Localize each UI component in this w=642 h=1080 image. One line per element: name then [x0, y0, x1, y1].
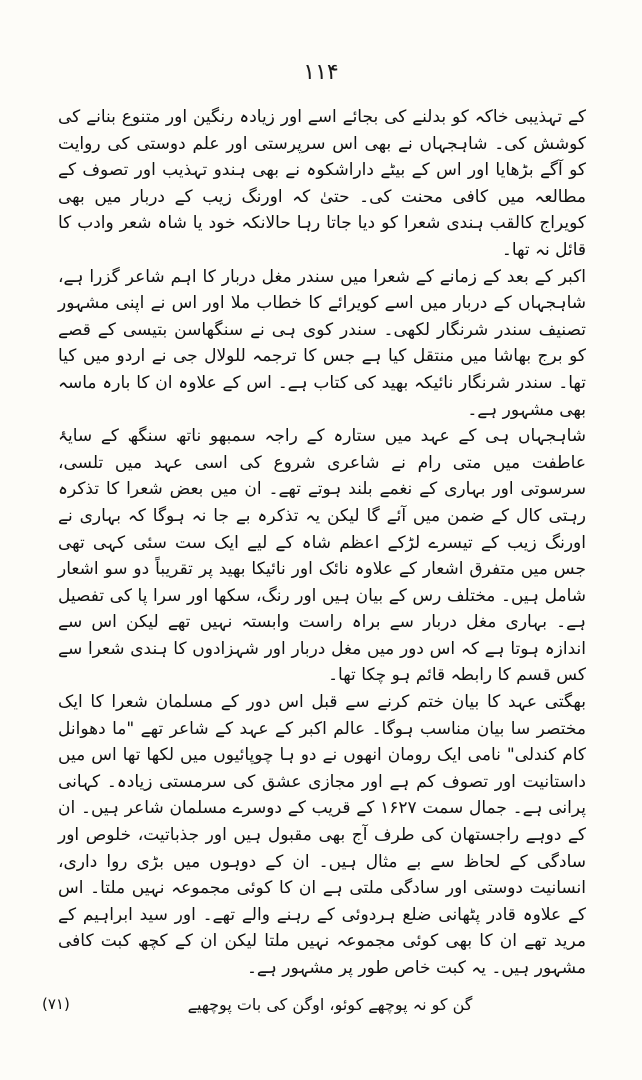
footnote-number: (۷۱) — [42, 995, 70, 1013]
paragraph: اکبر کے بعد کے زمانے کے شعرا میں سندر مغل دربار کا اہم شاعر گزرا ہے، شاہجہاں کے دربار میں اسے کویرائے کا خطاب ملا اور اس نے اپنی مشہور تصنیف سندر شرنگار لکھی۔ سندر کوی ہی نے سنگھاسن بتیسی کے قصے کو برج بھاشا میں منتقل کیا ہے جس کا ترجمہ للولال جی نے اردو میں کیا تھا۔ سندر شرنگار نائیکہ بھید کی کتاب ہے۔ اس کے علاوہ ان کا بارہ ماسہ بھی مشہور ہے۔ — [58, 266, 586, 420]
paragraph: کے تہذیبی خاکہ کو بدلنے کی بجائے اسے اور زیادہ رنگین اور متنوع بنانے کی کوشش کی۔ شاہجہاں نے بھی اس سرپرستی اور علم دوستی کی روایت کو آگے بڑھایا اور اس کے بیٹے داراشکوہ نے بھی ہندو تہذیب اور تصوف کے مطالعہ میں کافی محنت کی۔ حتیٰ کہ اورنگ زیب کے دربار میں بھی کویراج کالقب ہندی شعرا کو دیا جاتا رہا حالانکہ خود یا شاہ شعر وادب کا قائل نہ تھا۔ — [58, 107, 586, 260]
page-number: ۱۱۴ — [303, 60, 339, 85]
paragraph: بھگتی عہد کا بیان ختم کرنے سے قبل اس دور کے مسلمان شعرا کا ایک مختصر سا بیان مناسب ہوگا۔ عالم اکبر کے عہد کے شاعر تھے "ما دھوانل کام کندلی" نامی ایک رومان انھوں نے دو ہا چوپائیوں میں لکھا تھا اس میں داستانیت اور تصوف کم ہے اور مجازی عشق کی سرمستی زیادہ۔ کہانی پرانی ہے۔ جمال سمت ۱۶۲۷ کے قریب کے دوسرے مسلمان شاعر ہیں۔ ان کے دوہے راجستھان کی طرف آج بھی مقبول ہیں اور جذباتیت، خلوص اور سادگی کے لحاظ سے بے مثال ہیں۔ ان کے دوہوں میں بڑی روا داری، انسانیت دوستی اور سادگی ملتی ہے ان کا کوئی مجموعہ نہیں ملتا۔ اس کے علاوہ قادر پٹھانی ضلع ہردوئی کے رہنے والے تھے۔ اور سید ابراہیم کے مرید تھے ان کا بھی کوئی مجموعہ نہیں ملتا لیکن ان کے کچھ کبت کافی مشہور ہیں۔ یہ کبت خاص طور پر مشہور ہے۔ — [58, 692, 586, 978]
paragraph: شاہجہاں ہی کے عہد میں ستارہ کے راجہ سمبھو ناتھ سنگھ کے سایۂ عاطفت میں متی رام نے شاعری شروع کی اسی عہد میں تلسی، سرسوتی اور بہاری کے نغمے بلند ہوتے تھے۔ ان میں بعض شعرا کا تذکرہ رہتی کال کے ضمن میں آئے گا لیکن یہ تذکرہ بے جا نہ ہوگا کہ بہاری نے اورنگ زیب کے تیسرے لڑکے اعظم شاہ کے لیے ایک ست سئی کہی تھی جس میں متفرق اشعار کے علاوہ نائک اور نائیکا بھید پر تقریباً دو سو اشعار شامل ہیں۔ مختلف رس کے بیان ہیں اور رنگ، سکھا اور سرا پا کی تفصیل ہے۔ بہاری مغل دربار سے براہ راست وابستہ نہیں تھے لیکن اس سے اندازہ ہوتا ہے کہ اس دور میں مغل دربار اور شہزادوں کا ہندی شعرا سے کس قسم کا رابطہ قائم ہو چکا تھا۔ — [58, 426, 586, 686]
body-text — [58, 104, 586, 982]
quoted-couplet: گن کو نہ پوچھے کوئو، اوگن کی بات پوچھیے — [187, 995, 473, 1014]
